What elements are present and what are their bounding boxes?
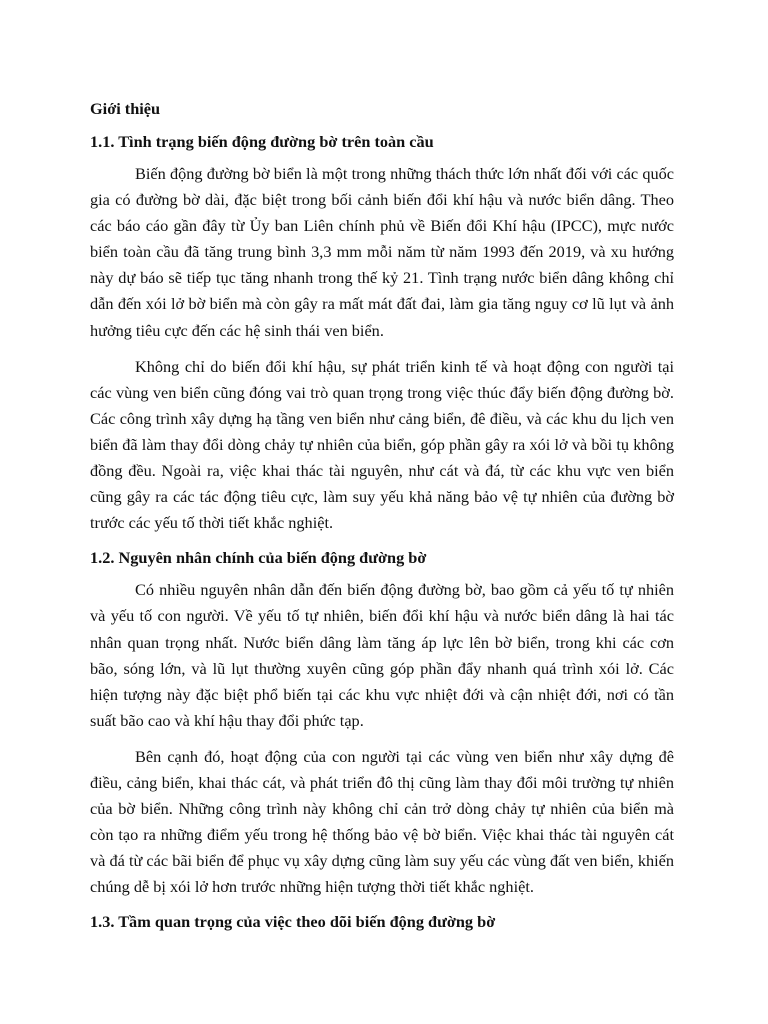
section-heading-1-2: 1.2. Nguyên nhân chính của biến động đường bờ bbox=[90, 548, 427, 568]
section-heading-1-1: 1.1. Tình trạng biến động đường bờ trên toàn cầu bbox=[90, 132, 434, 151]
paragraph: Không chỉ do biến đổi khí hậu, sự phát triển kinh tế và hoạt động con người tại các vùng ven biển cũng đóng vai trò quan trọng trong việc thúc đẩy biến động đường bờ. Các công trình xây dựng hạ tầng ven biển như cảng biển, đê điều, và các khu du lịch ven biển đã làm thay đổi dòng chảy tự nhiên của biển, góp phần gây ra xói lở và bồi tụ không đồng đều. Ngoài ra, việc khai thác tài nguyên, như cát và đá, từ các khu vực ven biển cũng gây ra các tác động tiêu cực, làm suy yếu khả năng bảo vệ tự nhiên của đường bờ trước các yếu tố thời tiết khắc nghiệt. bbox=[90, 356, 674, 533]
intro-heading: Giới thiệu bbox=[90, 99, 161, 118]
paragraph: Biến động đường bờ biển là một trong những thách thức lớn nhất đối với các quốc gia có đường bờ dài, đặc biệt trong bối cảnh biến đổi khí hậu và nước biển dâng. Theo các báo cáo gần đây từ Ủy ban Liên chính phủ về Biến đổi Khí hậu (IPCC), mực nước biển toàn cầu đã tăng trung bình 3,3 mm mỗi năm từ năm 1993 đến 2019, và xu hướng này dự báo sẽ tiếp tục tăng nhanh trong thế kỷ 21. Tình trạng nước biển dâng không chỉ dẫn đến xói lở bờ biển mà còn gây ra mất mát đất đai, làm gia tăng nguy cơ lũ lụt và ảnh hưởng tiêu cực đến các hệ sinh thái ven biển. bbox=[90, 164, 674, 340]
paragraph: Bên cạnh đó, hoạt động của con người tại các vùng ven biển như xây dựng đê điều, cảng biển, khai thác cát, và phát triển đô thị cũng làm thay đổi môi trường tự nhiên của bờ biển. Những công trình này không chỉ cản trở dòng chảy tự nhiên của biển mà còn tạo ra những điểm yếu trong hệ thống bảo vệ bờ biển. Việc khai thác tài nguyên cát và đá từ các bãi biển để phục vụ xây dựng cũng làm suy yếu các vùng đất ven biển, khiến chúng dễ bị xói lở hơn trước những hiện tượng thời tiết khắc nghiệt. bbox=[90, 746, 674, 897]
paragraph: Có nhiều nguyên nhân dẫn đến biến động đường bờ, bao gồm cả yếu tố tự nhiên và yếu tố con người. Về yếu tố tự nhiên, biến đổi khí hậu và nước biển dâng là hai tác nhân quan trọng nhất. Nước biển dâng làm tăng áp lực lên bờ biển, trong khi các cơn bão, sóng lớn, và lũ lụt thường xuyên cũng góp phần đẩy nhanh quá trình xói lở. Các hiện tượng này đặc biệt phổ biến tại các khu vực nhiệt đới và cận nhiệt đới, nơi có tần suất bão cao và khí hậu thay đổi phức tạp. bbox=[90, 580, 674, 730]
section-heading-1-3: 1.3. Tầm quan trọng của việc theo dõi biến động đường bờ bbox=[90, 912, 496, 932]
